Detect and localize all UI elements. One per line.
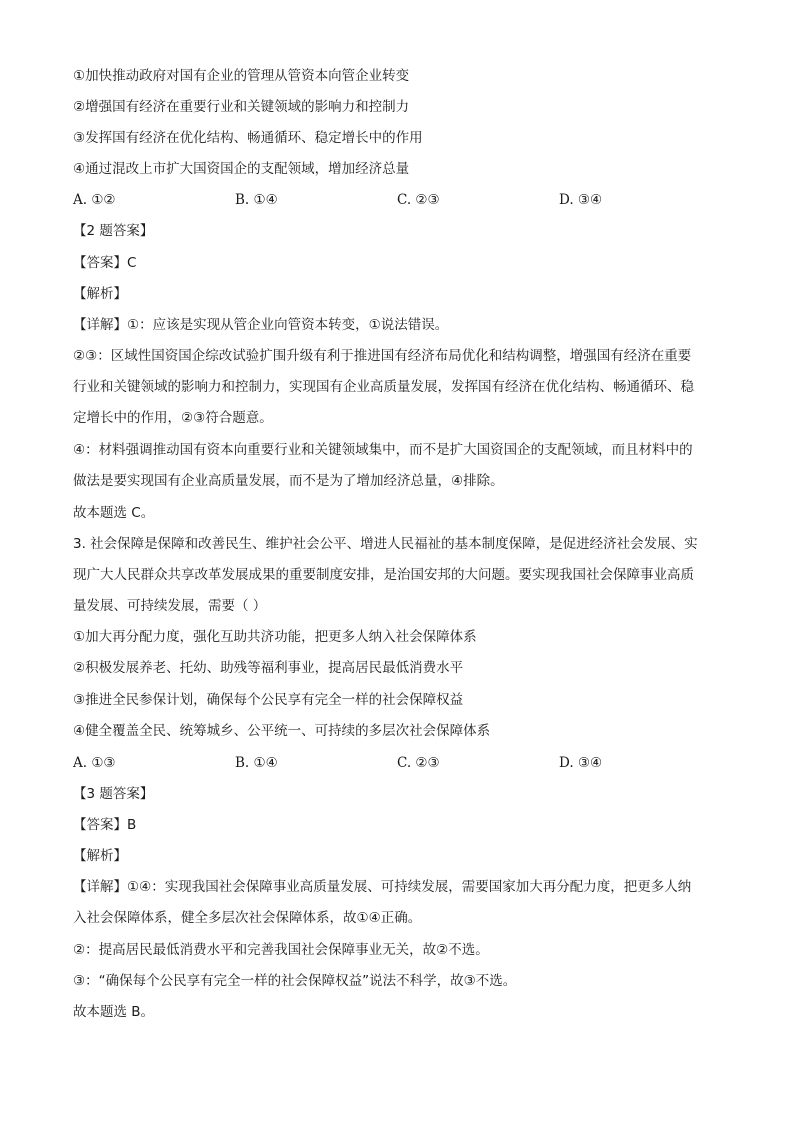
- q2-analysis-label: 【解析】: [73, 286, 127, 302]
- q3-option-c: C. ②③: [397, 755, 440, 771]
- q3-detail-line-4: ③：“确保每个公民享有完全一样的社会保障权益”说法不科学，故③不选。: [73, 973, 517, 989]
- q3-detail-line-2: 入社会保障体系，健全多层次社会保障体系，故①④正确。: [73, 910, 422, 926]
- q3-statement-4: ④健全覆盖全民、统筹城乡、公平统一、可持续的多层次社会保障体系: [73, 723, 491, 739]
- q2-statement-2: ②增强国有经济在重要行业和关键领域的影响力和控制力: [73, 99, 410, 115]
- q2-answer-header: 【2 题答案】: [73, 223, 154, 239]
- q2-statement-3: ③发挥国有经济在优化结构、畅通循环、稳定增长中的作用: [73, 130, 423, 146]
- q3-detail-line-3: ②：提高居民最低消费水平和完善我国社会保障事业无关，故②不选。: [73, 942, 489, 958]
- q3-option-a: A. ①③: [73, 755, 116, 771]
- q2-detail-line-1: 【详解】①：应该是实现从管企业向管资本转变，①说法错误。: [73, 317, 449, 333]
- q2-detail-line-2: ②③：区域性国资国企综改试验扩围升级有利于推进国有经济布局优化和结构调整，增强国有经济在重要: [73, 348, 692, 364]
- q2-option-c: C. ②③: [397, 192, 440, 208]
- q2-statement-4: ④通过混改上市扩大国资国企的支配领域，增加经济总量: [73, 161, 410, 177]
- q2-options: [73, 190, 733, 210]
- q2-conclusion: 故本题选 C。: [73, 505, 155, 521]
- q3-statement-3: ③推进全民参保计划，确保每个公民享有完全一样的社会保障权益: [73, 692, 464, 708]
- q2-detail-line-3: 行业和关键领域的影响力和控制力，实现国有企业高质量发展，发挥国有经济在优化结构、畅通循环、稳: [73, 379, 694, 395]
- q2-option-b: B. ①④: [235, 192, 278, 208]
- q2-option-d: D. ③④: [559, 192, 603, 208]
- q3-analysis-label: 【解析】: [73, 848, 127, 864]
- q3-statement-2: ②积极发展养老、托幼、助残等福利事业，提高居民最低消费水平: [73, 660, 464, 676]
- q2-detail-line-5: ④：材料强调推动国有资本向重要行业和关键领域集中，而不是扩大国资国企的支配领域，而且材料中的: [73, 442, 693, 458]
- q2-answer: 【答案】C: [73, 255, 137, 271]
- q3-statement-1: ①加大再分配力度，强化互助共济功能，把更多人纳入社会保障体系: [73, 629, 477, 645]
- q2-detail-line-4: 定增长中的作用，②③符合题意。: [73, 410, 273, 426]
- q3-stem-line-2: 现广大人民群众共享改革发展成果的重要制度安排，是治国安邦的大问题。要实现我国社会保障事业高质: [73, 567, 694, 583]
- q3-stem-line-1: 3. 社会保障是保障和改善民生、维护社会公平、增进人民福祉的基本制度保障，是促进经济社会发展、实: [73, 536, 698, 552]
- q3-answer-header: 【3 题答案】: [73, 786, 154, 802]
- q3-stem-line-3: 量发展、可持续发展，需要（ ）: [73, 598, 267, 614]
- q3-option-b: B. ①④: [235, 755, 278, 771]
- q2-statement-1: ①加快推动政府对国有企业的管理从管资本向管企业转变: [73, 68, 410, 84]
- q3-answer: 【答案】B: [73, 817, 137, 833]
- q3-detail-line-1: 【详解】①④：实现我国社会保障事业高质量发展、可持续发展，需要国家加大再分配力度，把更多人纳: [73, 879, 692, 895]
- q2-option-a: A. ①②: [73, 192, 116, 208]
- q3-conclusion: 故本题选 B。: [73, 1004, 155, 1020]
- q3-options: [73, 753, 733, 773]
- q3-option-d: D. ③④: [559, 755, 603, 771]
- q2-detail-line-6: 做法是要实现国有企业高质量发展，而不是为了增加经济总量，④排除。: [73, 473, 504, 489]
